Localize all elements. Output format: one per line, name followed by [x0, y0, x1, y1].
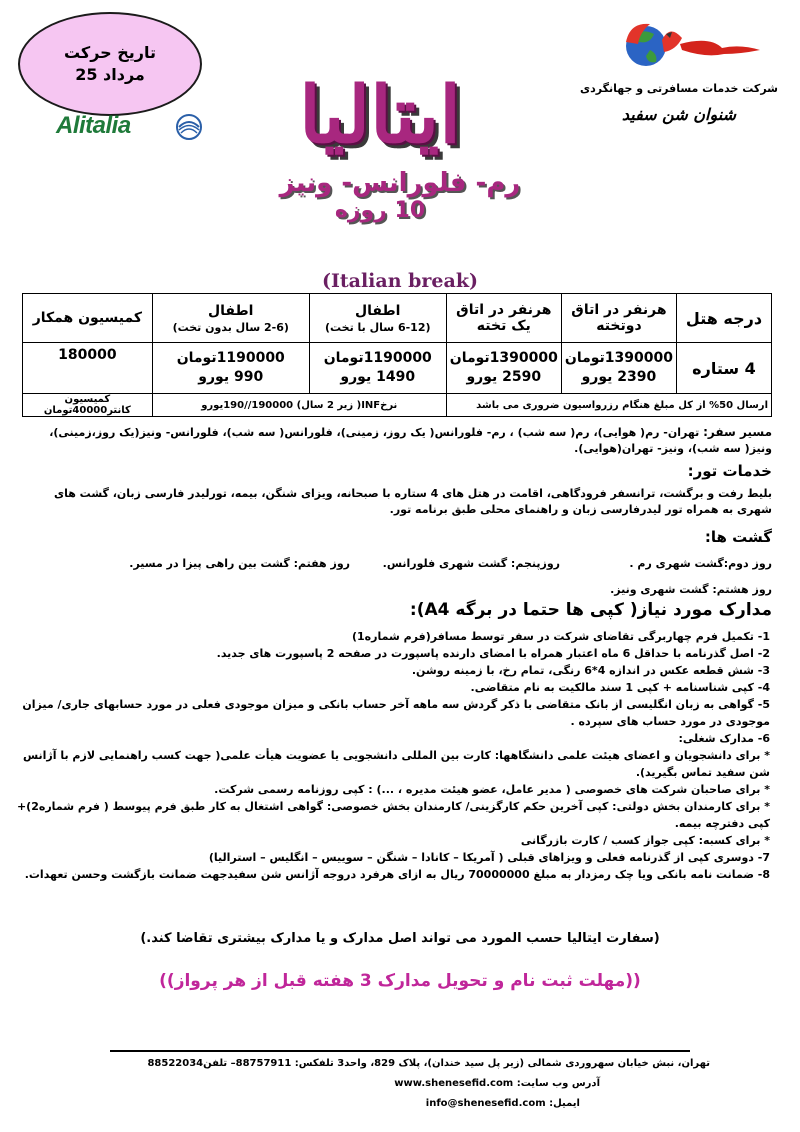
tour-day2: روز دوم:گشت شهری رم . [629, 557, 772, 570]
price-euro: 1490 یورو [340, 369, 416, 385]
alitalia-wordmark: Alitalia [56, 112, 131, 139]
tour-day7: روز هفتم: گشت بین راهی پیزا در مسیر. [129, 557, 350, 570]
main-title: ایتالیا [299, 70, 461, 161]
embassy-note: (سفارت ایتالیا حسب المورد می تواند اصل مدارک و یا مدارک بیشتری تقاضا کند.) [140, 931, 660, 946]
footer-website-row [394, 1078, 600, 1089]
list-item: 2- اصل گذرنامه با حداقل 6 ماه اعتبار همراه با امضای دارنده پاسپورت در صفحه 2 پاسپورت های جدید. [216, 647, 770, 660]
table-row [23, 343, 772, 394]
email-link[interactable]: info@shenesefid.com [425, 1098, 546, 1109]
price-toman: 1390000تومان [564, 350, 673, 366]
list-item: * برای دانشجویان و اعضای هیئت علمی دانشگاهها: کارت بین المللی دانشجویی یا عضویت هیأت علمی( جهت کسب راهنمایی لازم با آژانس [22, 749, 770, 762]
english-subtitle: (Italian break) [322, 270, 478, 292]
cell-child-no-bed [152, 343, 309, 394]
company-name: شرکت خدمات مسافرتی و جهانگردی [580, 82, 778, 95]
list-item: 1- تکمیل فرم چهاربرگی تقاضای شرکت در سفر توسط مسافر(فرم شماره1) [351, 630, 770, 643]
header-child-note: (2-6 سال بدون تخت) [172, 321, 289, 334]
list-item: * برای کسبه: کپی جواز کسب / کارت بازرگانی [520, 834, 770, 847]
price-euro: 2390 یورو [581, 369, 657, 385]
list-item: 4- کپی شناسنامه + کپی 1 سند مالکیت به نام متقاضی. [470, 681, 770, 694]
services-heading: خدمات تور: [687, 462, 772, 480]
departure-badge [18, 12, 202, 116]
price-toman: 1190000تومان [323, 350, 432, 366]
price-toman: 1190000تومان [176, 350, 285, 366]
list-item: * برای صاحبان شرکت های خصوصی ( مدیر عامل، عضو هیئت مدیره ، ...) : کپی روزنامه رسمی شرکت. [214, 783, 770, 796]
website-link[interactable]: www.shenesefid.com [394, 1078, 514, 1089]
services-text: بلیط رفت و برگشت، ترانسفر فرودگاهی، اقامت در هتل های 4 ستاره با صبحانه، ویزای شنگن، بیمه، تورلیدر فارسی زبان، گشت های شهری به همراه تور لیدرفارسی زبان و راهنمای محلی طبق برنامه تور. [54, 487, 772, 516]
list-item: 5- گواهی به زبان انگلیسی از بانک متقاضی با ذکر گردش سه ماهه آخر حساب بانکی و میزان موجودی فعلی در مورد حسابهای جاری/ میزان [22, 698, 770, 711]
price-table [22, 293, 772, 417]
header-hotel: درجه هتل [677, 294, 772, 343]
footer-email-row [426, 1098, 580, 1109]
skyteam-icon [174, 112, 204, 142]
cell-hotel: 4 ستاره [677, 343, 772, 394]
departure-date: 25 مرداد [75, 65, 145, 84]
tour-day5: روزپنجم: گشت شهری فلورانس. [382, 557, 560, 570]
header-child-with-bed [309, 294, 446, 343]
alitalia-logo [56, 112, 206, 142]
header-child-label: اطفال [208, 303, 254, 319]
route-text: تهران- رم( هوایی)، رم( سه شب) ، رم- فلورانس( یک روز، زمینی)، فلورانس( سه شب)، فلورانس- ونیز(یک روز،زمینی)، ونیز( سه شب)، ونیز- تهران(هوایی). [49, 426, 772, 455]
website-label: آدرس وب سایت: [516, 1078, 600, 1089]
documents-list [14, 628, 770, 883]
counter-commission-note: کمیسیون کانتر40000تومان [23, 394, 153, 417]
footer-divider [110, 1050, 690, 1052]
list-item: موجودی در مورد حساب های سپرده . [570, 715, 770, 728]
cell-child-with-bed [309, 343, 446, 394]
list-item: 8- ضمانت نامه بانکی ویا چک رمزدار به مبلغ 70000000 ریال به ازای هرفرد دروجه آژانس شن سفیدجهت ضمانت بازگشت وحسن تعهدات. [24, 868, 770, 881]
table-header-row [23, 294, 772, 343]
header-commission: کمیسیون همکار [23, 294, 153, 343]
list-item: 6- مدارک شغلی: [678, 732, 770, 745]
header-child-note: (6-12 سال با تخت) [324, 321, 431, 334]
route-label: مسیر سفر: [703, 425, 772, 439]
list-item: 7- دوسری کپی از گذرنامه فعلی و ویزاهای قبلی ( آمریکا – کانادا – شنگن – سوییس – انگلیس – استرالیا) [208, 851, 770, 864]
company-logo-icon [610, 14, 770, 78]
price-toman: 1390000تومان [449, 350, 558, 366]
header-single: هرنفر در اتاق یک تخته [446, 294, 561, 343]
company-brand: شنوان شن سفید [621, 105, 736, 124]
departure-label: تاریخ حرکت [63, 43, 157, 62]
days-title: 10 روزه [334, 198, 426, 223]
list-item: شن سفید تماس بگیرید). [635, 766, 770, 779]
documents-heading: مدارک مورد نیاز( کپی ها حتما در برگه A4): [409, 600, 772, 620]
tour-day8: روز هشتم: گشت شهری ونیز. [610, 583, 772, 596]
price-euro: 990 یورو [198, 369, 264, 385]
deposit-note: ارسال 50% از کل مبلغ هنگام رزرواسیون ضروری می باشد [446, 394, 771, 417]
list-item: 3- شش قطعه عکس در اندازه 4*6 رنگی، تمام رخ، با زمینه روشن. [411, 664, 770, 677]
route-section [30, 424, 772, 457]
footer-address: تهران، نبش خیابان سهروردی شمالی (زیر پل سید خندان)، پلاک 829، واحد3 تلفکس: 88757911– تلفن88522034 [147, 1058, 710, 1069]
header-child-label: اطفال [355, 303, 401, 319]
header-double: هرنفر در اتاق دوتخته [561, 294, 676, 343]
tours-heading: گشت ها: [704, 528, 772, 546]
cell-single [446, 343, 561, 394]
list-item: * برای کارمندان بخش دولتی: کپی آخرین حکم کارگزینی/ کارمندان بخش خصوصی: گواهی اشتغال به کار طبق فرم پیوسط ( فرم شماره2)+ [16, 800, 770, 813]
deadline-note: ((مهلت ثبت نام و تحویل مدارک 3 هفته قبل از هر پرواز)) [159, 971, 641, 991]
list-item: کپی دفترچه بیمه. [674, 817, 770, 830]
infant-note: نرخINF( زیر 2 سال) 190000//190یورو [152, 394, 446, 417]
header-child-no-bed [152, 294, 309, 343]
table-note-row [23, 394, 772, 417]
cell-commission: 180000 [23, 343, 153, 394]
email-label: ایمیل: [549, 1098, 580, 1109]
cell-double [561, 343, 676, 394]
route-title: رم- فلورانس- ونیز [279, 168, 521, 198]
price-euro: 2590 یورو [466, 369, 542, 385]
